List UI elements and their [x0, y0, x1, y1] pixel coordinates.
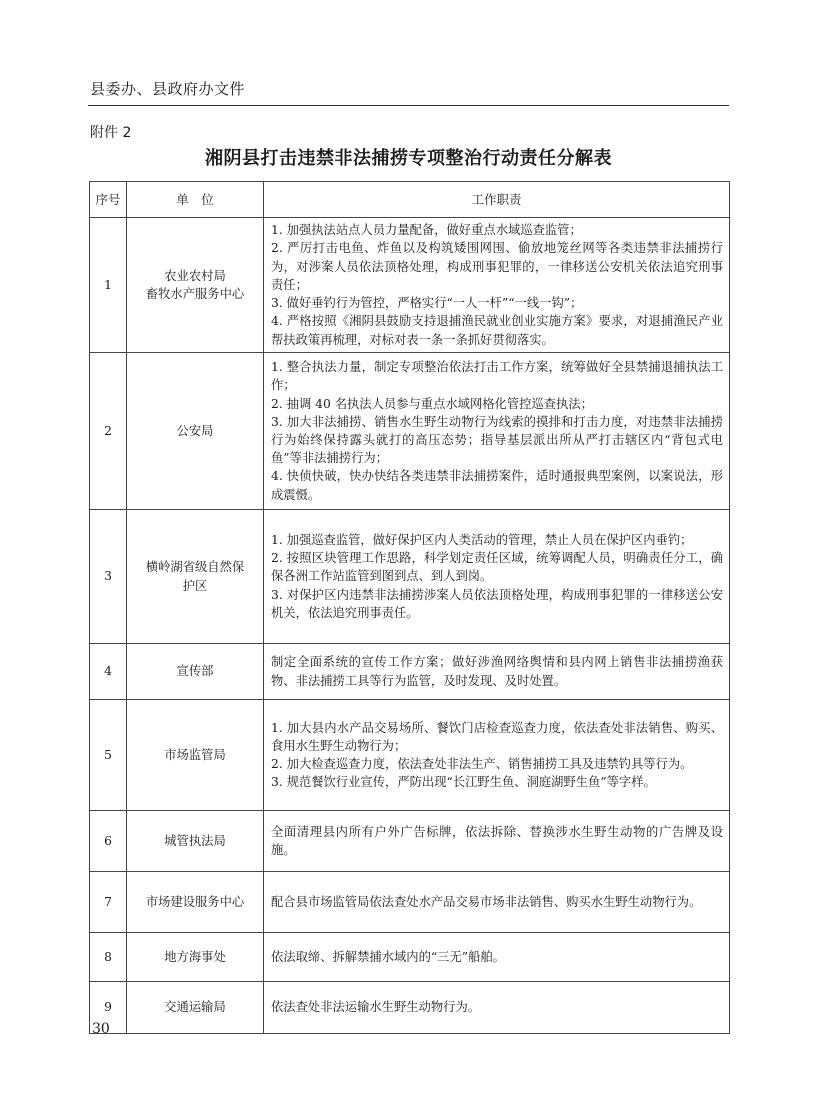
duty-cell — [264, 510, 730, 644]
unit-name-line: 护区 — [182, 578, 208, 593]
attachment-label: 附件 2 — [90, 125, 132, 141]
table-row — [90, 982, 730, 1034]
duty-item: 依法查处非法运输水生野生动物行为。 — [271, 1000, 481, 1015]
duty-item: 2. 严厉打击电鱼、炸鱼以及构筑矮围网围、偷放地笼丝网等各类违禁非法捕捞行为，对涉案人员依法顶格处理，构成刑事犯罪的，一律移送公安机关依法追究刑事责任； — [271, 241, 723, 292]
duty-item: 2. 加大检查巡查力度，依法查处非法生产、销售捕捞工具及违禁钓具等行为。 — [271, 757, 693, 771]
duty-item: 3. 做好垂钓行为管控，严格实行“一人一杆”“一线一钩”； — [271, 296, 583, 311]
table-row — [90, 218, 730, 353]
duty-item: 1. 加强巡查监管，做好保护区内人类活动的管理，禁止人员在保护区内垂钓； — [271, 532, 693, 547]
duty-item: 配合县市场监管局依法查处水产品交易市场非法销售、购买水生野生动物行为。 — [271, 894, 702, 909]
duty-item: 2. 抽调 40 名执法人员参与重点水域网格化管控巡查执法； — [271, 396, 593, 411]
col-header-duty: 工作职责 — [264, 182, 730, 218]
duty-cell — [264, 811, 730, 872]
unit-cell — [127, 700, 264, 811]
unit-cell — [127, 218, 264, 353]
table-row — [90, 872, 730, 933]
row-number: 1 — [90, 218, 127, 353]
duty-item: 制定全面系统的宣传工作方案；做好涉渔网络舆情和县内网上销售非法捕捞渔获物、非法捕捞工具等行为监管，及时发现、及时处置。 — [271, 655, 723, 688]
row-number: 4 — [90, 644, 127, 700]
unit-name-line: 城管执法局 — [164, 833, 226, 848]
unit-name-line: 横岭湖省级自然保 — [145, 560, 245, 575]
duty-item: 依法取缔、拆解禁捕水域内的“三无”船舶。 — [271, 949, 505, 964]
unit-name-line: 宣传部 — [176, 664, 214, 679]
page-number: 30 — [92, 1021, 110, 1037]
col-header-unit: 单 位 — [127, 182, 264, 218]
duty-item: 1. 整合执法力量，制定专项整治依法打击工作方案，统筹做好全县禁捕退捕执法工作； — [271, 360, 723, 393]
unit-name-line: 地方海事处 — [164, 949, 226, 964]
unit-name-line: 市场监管局 — [164, 747, 226, 762]
unit-cell — [127, 644, 264, 700]
unit-cell — [127, 811, 264, 872]
table-row — [90, 700, 730, 811]
table-header-row — [90, 182, 730, 218]
row-number: 3 — [90, 510, 127, 644]
duty-item: 3. 对保护区内违禁非法捕捞涉案人员依法顶格处理，构成刑事犯罪的一律移送公安机关，依法追究刑事责任。 — [271, 587, 723, 620]
duty-cell — [264, 982, 730, 1034]
row-number: 9 — [90, 982, 127, 1034]
header-rule — [88, 105, 729, 106]
document-title: 湘阴县打击违禁非法捕捞专项整治行动责任分解表 — [205, 148, 612, 169]
unit-name-line: 市场建设服务中心 — [145, 894, 245, 909]
table-row — [90, 933, 730, 982]
duty-item: 1. 加大县内水产品交易场所、餐饮门店检查巡查力度，依法查处非法销售、购买、食用水生野生动物行为； — [271, 720, 723, 753]
unit-cell — [127, 872, 264, 933]
table-row — [90, 353, 730, 510]
duty-item: 全面清理县内所有户外广告标牌，依法拆除、替换涉水生野生动物的广告牌及设施。 — [271, 824, 723, 857]
row-number: 6 — [90, 811, 127, 872]
unit-name-line: 公安局 — [176, 423, 214, 438]
duty-item: 4. 快侦快破，快办快结各类违禁非法捕捞案件，适时通报典型案例，以案说法，形成震慑。 — [271, 469, 723, 502]
unit-name-line: 农业农村局 — [164, 268, 226, 283]
row-number: 5 — [90, 700, 127, 811]
unit-cell — [127, 510, 264, 644]
unit-name-line: 交通运输局 — [164, 1000, 226, 1015]
duty-item: 3. 规范餐饮行业宣传，严防出现“长江野生鱼、洞庭湖野生鱼”等字样。 — [271, 775, 656, 790]
duty-cell — [264, 872, 730, 933]
duty-item: 1. 加强执法站点人员力量配备，做好重点水域巡查监管； — [271, 223, 582, 238]
duty-cell — [264, 218, 730, 353]
col-header-no: 序号 — [90, 182, 127, 218]
unit-cell — [127, 933, 264, 982]
duty-cell — [264, 353, 730, 510]
duty-item: 3. 加大非法捕捞、销售水生野生动物行为线索的摸排和打击力度，对违禁非法捕捞行为始终保持露头就打的高压态势；指导基层派出所从严打击辖区内“背包式电鱼”等非法捕捞行为； — [271, 414, 723, 466]
row-number: 7 — [90, 872, 127, 933]
duty-cell — [264, 700, 730, 811]
table-row — [90, 510, 730, 644]
duty-item: 2. 按照区块管理工作思路，科学划定责任区域，统筹调配人员，明确责任分工，确保各洲工作站监管到图到点、到人到岗。 — [271, 551, 723, 584]
row-number: 8 — [90, 933, 127, 982]
unit-name-line: 畜牧水产服务中心 — [145, 287, 245, 301]
duty-cell — [264, 933, 730, 982]
duty-item: 4. 严格按照《湘阴县鼓励支持退捕渔民就业创业实施方案》要求，对退捕渔民产业帮扶政策再梳理，对标对表一条一条抓好贯彻落实。 — [271, 314, 723, 347]
unit-cell — [127, 982, 264, 1034]
row-number: 2 — [90, 353, 127, 510]
running-header: 县委办、县政府办文件 — [90, 80, 246, 98]
unit-cell — [127, 353, 264, 510]
table-row — [90, 644, 730, 700]
table-row — [90, 811, 730, 872]
responsibility-table — [89, 181, 730, 1034]
duty-cell — [264, 644, 730, 700]
